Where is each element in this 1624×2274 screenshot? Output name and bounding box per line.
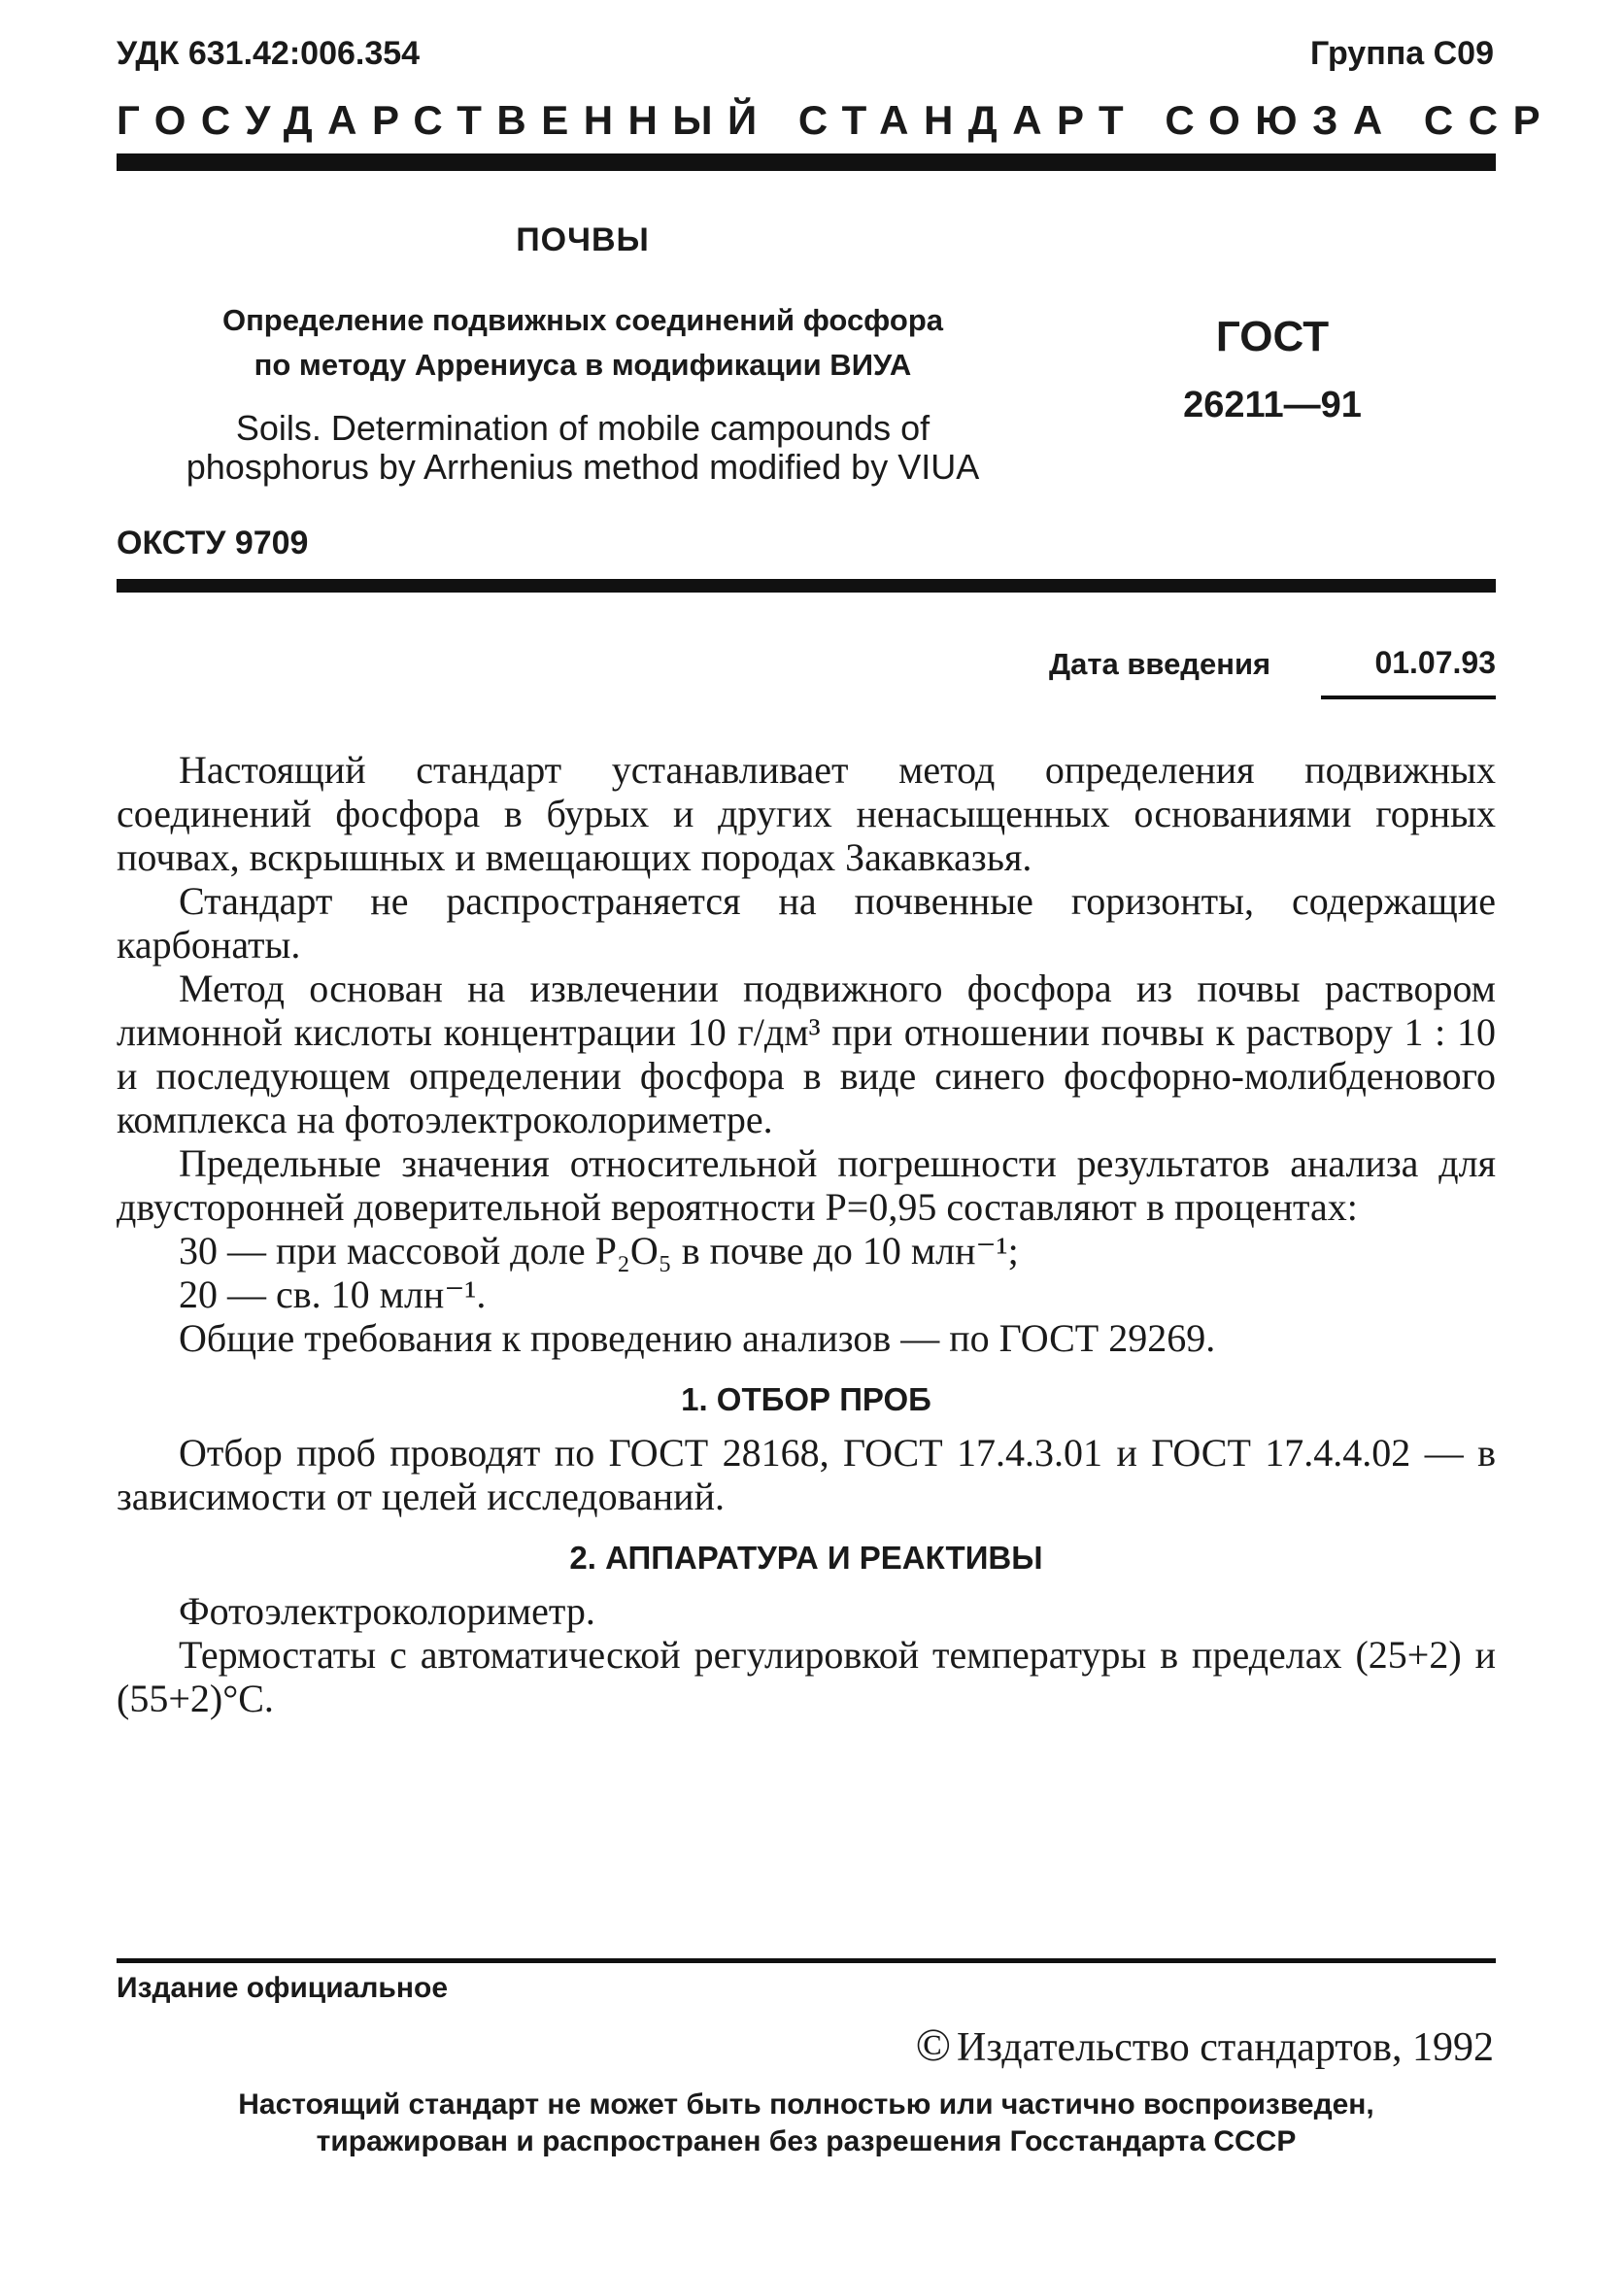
notice-line-1: Настоящий стандарт не может быть полностью или частично воспроизведен, <box>238 2088 1374 2121</box>
section-heading-1: 1. ОТБОР ПРОБ <box>681 1381 931 1417</box>
copyright-text: Издательство стандартов, 1992 <box>957 2025 1494 2070</box>
gost-label: ГОСТ <box>1215 313 1330 360</box>
error-limit-item-1: 30 — при массовой доле P₂O₅ в почве до 10 млн⁻¹; <box>179 1229 1019 1273</box>
gov-standard-heading: ГОСУДАРСТВЕННЫЙ СТАНДАРТ СОЮЗА ССР <box>117 97 1556 143</box>
group-code: Группа С09 <box>1309 35 1494 72</box>
paragraph-exclusion: Стандарт не распространяется на почвенные горизонты, содержащие карбонаты. <box>117 879 1496 967</box>
title-block <box>136 221 1030 487</box>
introduction-date: 01.07.93 <box>1374 645 1496 680</box>
paragraph-apparatus-1: Фотоэлектроколориметр. <box>179 1589 595 1633</box>
title-ru-line-1: Определение подвижных соединений фосфора <box>221 303 944 337</box>
doc-title: ПОЧВЫ <box>516 221 650 258</box>
paragraph-scope: Настоящий стандарт устанавливает метод определения подвижных соединений фосфора в бурых и других ненасыщенных основаниями горных почвах, вскрышных и вмещающих породах Закавказья. <box>117 748 1496 879</box>
top-divider <box>117 153 1496 171</box>
gost-block <box>1088 313 1457 426</box>
okstu-code: ОКСТУ 9709 <box>117 525 309 561</box>
reproduction-notice <box>117 2087 1496 2160</box>
edition-label: Издание официальное <box>117 1972 449 2004</box>
body-text <box>117 748 1496 1720</box>
error-limit-item-2: 20 — св. 10 млн⁻¹. <box>179 1273 487 1316</box>
paragraph-error-limits: Предельные значения относительной погрешности результатов анализа для двусторонней доверительной вероятности P=0,95 составляют в процентах: <box>117 1141 1496 1229</box>
notice-line-2: тиражирован и распространен без разрешения Госстандарта СССР <box>316 2125 1297 2157</box>
paragraph-method: Метод основан на извлечении подвижного фосфора из почвы раствором лимонной кислоты концентрации 10 г/дм³ при отношении почвы к раствору 1 : 10 и последующем определении фосфора в виде синего фосфорно-молибденового комплекса на фотоэлектроколориметре. <box>117 967 1496 1141</box>
introduction-date-label: Дата введения <box>1049 647 1271 681</box>
paragraph-general-requirements: Общие требования к проведению анализов — по ГОСТ 29269. <box>179 1316 1216 1360</box>
copyright-icon: © <box>915 2019 952 2071</box>
footer-divider <box>117 1958 1496 1963</box>
paragraph-sampling: Отбор проб проводят по ГОСТ 28168, ГОСТ 17.4.3.01 и ГОСТ 17.4.4.02 — в зависимости от целей исследований. <box>117 1431 1496 1518</box>
paragraph-apparatus-2: Термостаты с автоматической регулировкой температуры в пределах (25+2) и (55+2)°С. <box>117 1633 1496 1720</box>
section-heading-2: 2. АППАРАТУРА И РЕАКТИВЫ <box>569 1540 1043 1576</box>
title-en-line-2: phosphorus by Arrhenius method modified by VIUA <box>186 447 980 487</box>
copyright-line <box>916 2019 1494 2072</box>
middle-divider <box>117 579 1496 593</box>
gost-number: 26211—91 <box>1183 385 1362 425</box>
title-en-line-1: Soils. Determination of mobile campounds of <box>235 408 930 448</box>
date-underline <box>1321 696 1496 699</box>
udk-code: УДК 631.42:006.354 <box>117 35 421 72</box>
title-ru-line-2: по методу Аррениуса в модификации ВИУА <box>254 348 912 382</box>
